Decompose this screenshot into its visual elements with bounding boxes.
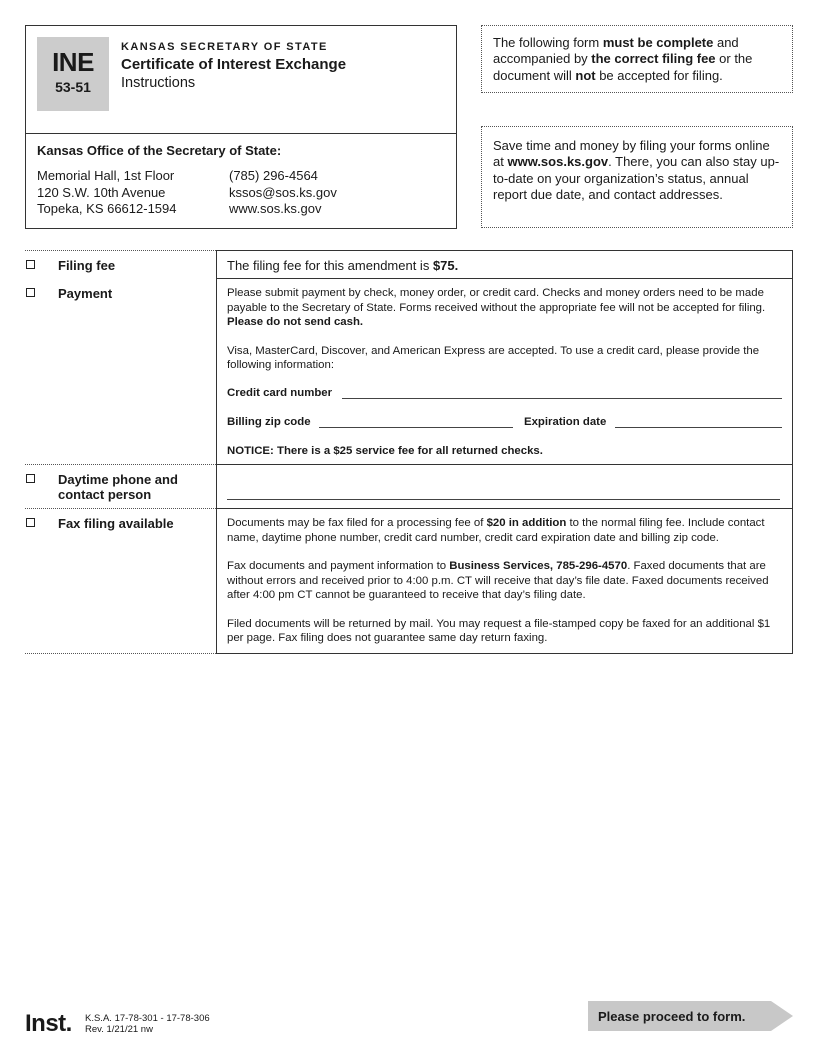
- agency-name: KANSAS SECRETARY OF STATE: [121, 41, 328, 53]
- fax-number-paragraph: [217, 559, 792, 603]
- no-cash-warning: Please do not send cash.: [227, 316, 364, 328]
- notice-emphasis: not: [575, 67, 596, 83]
- office-title: Kansas Office of the Secretary of State:: [37, 143, 282, 158]
- card-paragraph: Visa, MasterCard, Discover, and American Express are accepted. To use a credit card, please provide the following information:: [227, 344, 760, 371]
- fax-fee: $20 in addition: [486, 517, 567, 529]
- notice-text: . There, you can also stay up-to-date on your organization’s status, annual report due date, and contact addresses.: [493, 154, 780, 202]
- fax-text: . Faxed documents that are without errors and received prior to 4:00 p.m. CT will receive that day’s file date. Faxed documents received after 4:00 pm CT cannot be guaranteed to receive that day’s filing date.: [227, 560, 769, 601]
- form-number: 53-51: [55, 79, 91, 95]
- returned-check-notice: NOTICE: There is a $25 service fee for all returned checks.: [227, 445, 543, 457]
- contact-field[interactable]: [227, 499, 780, 500]
- office-phone: (785) 296-4564: [229, 168, 318, 183]
- billing-zip-field[interactable]: [319, 427, 513, 428]
- proceed-to-form-button[interactable]: [588, 1001, 793, 1031]
- payment-paragraph: [217, 286, 792, 330]
- form-title-area: [26, 26, 456, 134]
- fax-fee-paragraph: [217, 516, 792, 545]
- card-number-label: Credit card number: [227, 387, 333, 399]
- online-filing-notice: [481, 126, 793, 228]
- instructions-mark: Inst.: [25, 1010, 72, 1037]
- contact-label: [58, 472, 178, 502]
- notice-text: Save time and money by filing your forms online at: [493, 138, 770, 170]
- filing-fee-text: [217, 258, 792, 274]
- fee-amount: $75.: [432, 258, 459, 273]
- contact-label-line: contact person: [58, 487, 152, 502]
- completeness-notice: [481, 25, 793, 93]
- website-link: www.sos.ks.gov: [507, 154, 609, 170]
- fee-sentence: The filing fee for this amendment is: [227, 258, 433, 273]
- expiration-label: Expiration date: [524, 416, 607, 428]
- notice-text: be accepted for filing.: [595, 67, 723, 83]
- office-address: [37, 168, 177, 218]
- form-title: Certificate of Interest Exchange: [121, 56, 347, 73]
- office-email: kssos@sos.ks.gov: [229, 184, 337, 200]
- fax-text: to the normal filing fee. Include contact name, daytime phone number, credit card number, credit card expiration date and billing zip code.: [227, 517, 765, 544]
- filing-fee-box: [216, 250, 793, 279]
- fax-number: Business Services, 785-296-4570: [449, 560, 628, 572]
- proceed-label: Please proceed to form.: [598, 1009, 746, 1024]
- address-line: 120 S.W. 10th Avenue: [37, 184, 166, 200]
- notice-text: and accompanied by: [493, 35, 739, 67]
- notice-emphasis: the correct filing fee: [591, 51, 716, 67]
- contact-box: [216, 464, 793, 509]
- filing-fee-checkbox[interactable]: [26, 260, 35, 269]
- expiration-field[interactable]: [615, 427, 782, 428]
- payment-text: Please submit payment by check, money order, or credit card. Checks and money orders need to be made payable to the Secretary of State. Forms received without the appropriate fee will not be accepted for filing.: [227, 287, 766, 314]
- billing-zip-label: Billing zip code: [227, 416, 311, 428]
- statute-text: K.S.A. 17-78-301 - 17-78-306: [85, 1013, 210, 1024]
- office-website: www.sos.ks.gov: [229, 201, 322, 216]
- form-badge: [37, 37, 109, 111]
- row-divider: [25, 653, 216, 654]
- notice-text: The following form: [493, 35, 603, 50]
- notice-text: or the document will: [493, 51, 753, 83]
- contact-checkbox[interactable]: [26, 474, 35, 483]
- fax-label: Fax filing available: [58, 516, 174, 531]
- contact-label-line: Daytime phone and: [58, 472, 178, 487]
- office-contact: [229, 168, 337, 218]
- address-line: Memorial Hall, 1st Floor: [37, 168, 175, 183]
- fax-return-paragraph: Filed documents will be returned by mail. You may request a file-stamped copy be faxed for an additional $1 per page. Fax filing does not guarantee same day return faxing.: [227, 617, 771, 644]
- form-subtitle: Instructions: [121, 75, 196, 91]
- fax-checkbox[interactable]: [26, 518, 35, 527]
- fax-box: [216, 508, 793, 654]
- fax-text: Fax documents and payment information to: [227, 560, 450, 572]
- form-code: INE: [52, 47, 94, 77]
- payment-box: [216, 278, 793, 465]
- card-number-field[interactable]: [342, 398, 782, 399]
- payment-checkbox[interactable]: [26, 288, 35, 297]
- payment-label: Payment: [58, 286, 113, 301]
- notice-emphasis: must be complete: [602, 35, 714, 50]
- filing-fee-label: Filing fee: [58, 258, 116, 273]
- form-header: [25, 25, 457, 229]
- statute-reference: [85, 1014, 210, 1035]
- revision-text: Rev. 1/21/21 nw: [85, 1023, 153, 1035]
- address-line: Topeka, KS 66612-1594: [37, 201, 177, 216]
- fax-text: Documents may be fax filed for a processing fee of: [227, 517, 487, 529]
